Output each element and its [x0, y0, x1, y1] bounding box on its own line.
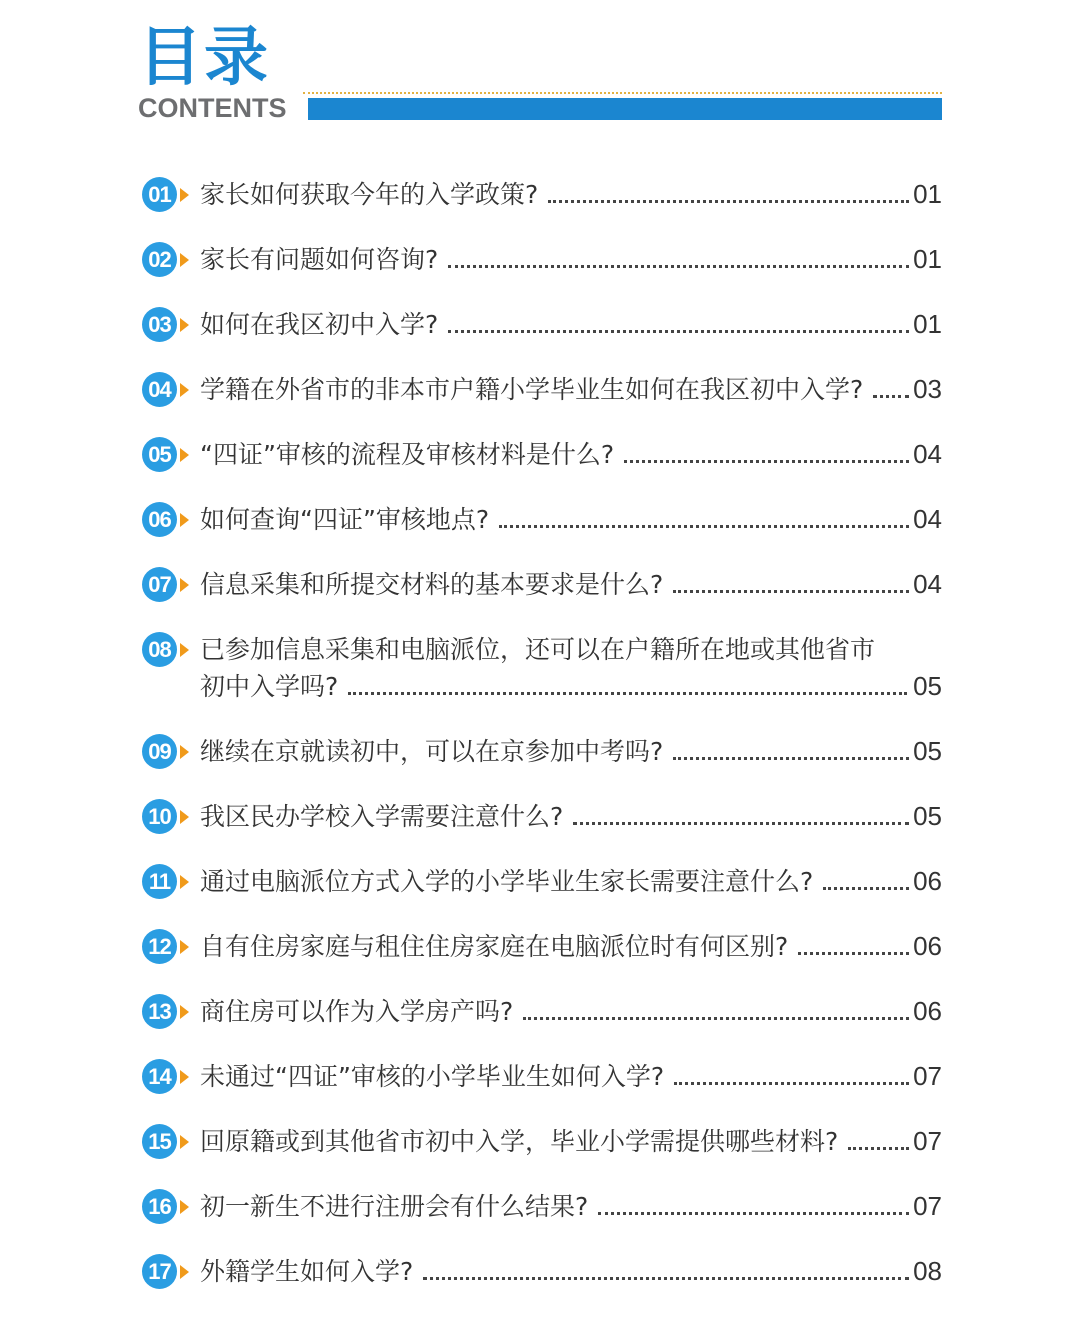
dot-leader — [348, 692, 907, 695]
toc-item-page: 07 — [913, 1126, 942, 1156]
number-badge: 09 — [142, 734, 177, 769]
number-badge: 08 — [142, 632, 177, 667]
arrow-icon — [180, 875, 189, 889]
dot-leader — [548, 200, 909, 203]
dot-leader — [873, 395, 909, 398]
toc-item[interactable] — [142, 241, 942, 278]
arrow-icon — [180, 253, 189, 267]
dot-leader — [674, 1082, 909, 1085]
dot-leader — [598, 1212, 909, 1215]
arrow-icon — [180, 513, 189, 527]
toc-item-title: 家长如何获取今年的入学政策? — [200, 180, 539, 209]
toc-marker — [142, 1188, 200, 1225]
toc-item-page: 01 — [913, 309, 942, 339]
toc-item[interactable] — [142, 436, 942, 473]
toc-marker — [142, 566, 200, 603]
toc-item-title: 如何查询“四证”审核地点? — [200, 505, 490, 534]
dot-leader — [798, 952, 909, 955]
toc-item-title: 信息采集和所提交材料的基本要求是什么? — [200, 570, 664, 599]
toc-item-title: 继续在京就读初中，可以在京参加中考吗? — [200, 737, 664, 766]
arrow-icon — [180, 578, 189, 592]
toc-item-title: 家长有问题如何咨询? — [200, 245, 439, 274]
toc-item-title: 自有住房家庭与租住住房家庭在电脑派位时有何区别? — [200, 932, 789, 961]
toc-item-page: 06 — [913, 866, 942, 896]
toc-item-page: 06 — [913, 996, 942, 1026]
toc-item[interactable] — [142, 501, 942, 538]
toc-marker — [142, 631, 200, 668]
dot-leader — [624, 460, 909, 463]
arrow-icon — [180, 810, 189, 824]
number-badge: 04 — [142, 372, 177, 407]
arrow-icon — [180, 448, 189, 462]
dot-leader — [448, 330, 909, 333]
toc-item-page: 07 — [913, 1061, 942, 1091]
toc-marker — [142, 1123, 200, 1160]
toc-marker — [142, 241, 200, 278]
number-badge: 13 — [142, 994, 177, 1029]
toc-marker — [142, 501, 200, 538]
dot-leader — [499, 525, 909, 528]
number-badge: 07 — [142, 567, 177, 602]
dot-leader — [523, 1017, 909, 1020]
number-badge: 11 — [142, 864, 177, 899]
toc-marker — [142, 436, 200, 473]
number-badge: 12 — [142, 929, 177, 964]
toc-marker — [142, 1253, 200, 1290]
toc-item-page: 04 — [913, 569, 942, 599]
toc-item-title: 我区民办学校入学需要注意什么? — [200, 802, 564, 831]
number-badge: 06 — [142, 502, 177, 537]
toc-item-title-line1: 已参加信息采集和电脑派位，还可以在户籍所在地或其他省市 — [200, 635, 876, 664]
toc-item-title: 未通过“四证”审核的小学毕业生如何入学? — [200, 1062, 665, 1091]
toc-item[interactable] — [142, 1188, 942, 1225]
toc-item-page: 07 — [913, 1191, 942, 1221]
toc-marker — [142, 1058, 200, 1095]
toc-item-page: 05 — [913, 671, 942, 701]
toc-marker — [142, 928, 200, 965]
toc-item-page: 05 — [913, 801, 942, 831]
dot-leader — [673, 590, 909, 593]
toc-item-page: 01 — [913, 244, 942, 274]
dot-leader — [823, 887, 909, 890]
toc-list — [142, 176, 942, 1318]
toc-item[interactable] — [142, 566, 942, 603]
number-badge: 15 — [142, 1124, 177, 1159]
toc-item[interactable] — [142, 863, 942, 900]
dot-leader — [448, 265, 909, 268]
toc-item[interactable] — [142, 371, 942, 408]
arrow-icon — [180, 1265, 189, 1279]
toc-item[interactable] — [142, 798, 942, 835]
arrow-icon — [180, 1135, 189, 1149]
toc-marker — [142, 863, 200, 900]
toc-item-page: 01 — [913, 179, 942, 209]
arrow-icon — [180, 188, 189, 202]
number-badge: 02 — [142, 242, 177, 277]
arrow-icon — [180, 1070, 189, 1084]
toc-item-title: 通过电脑派位方式入学的小学毕业生家长需要注意什么? — [200, 867, 814, 896]
toc-item-page: 04 — [913, 439, 942, 469]
toc-item-title: 学籍在外省市的非本市户籍小学毕业生如何在我区初中入学? — [200, 375, 864, 404]
toc-item[interactable] — [142, 631, 942, 705]
number-badge: 10 — [142, 799, 177, 834]
title-dotted-line — [303, 92, 942, 94]
arrow-icon — [180, 1005, 189, 1019]
arrow-icon — [180, 383, 189, 397]
number-badge: 17 — [142, 1254, 177, 1289]
toc-marker — [142, 798, 200, 835]
page-title: 目录 — [138, 21, 270, 95]
toc-item[interactable] — [142, 306, 942, 343]
page-subtitle: CONTENTS — [138, 93, 287, 123]
toc-marker — [142, 993, 200, 1030]
arrow-icon — [180, 643, 189, 657]
toc-item-title: 商住房可以作为入学房产吗? — [200, 997, 514, 1026]
toc-item-title: 外籍学生如何入学? — [200, 1257, 414, 1286]
title-accent-bar — [308, 98, 942, 120]
toc-marker — [142, 306, 200, 343]
toc-item-page: 06 — [913, 931, 942, 961]
arrow-icon — [180, 318, 189, 332]
toc-marker — [142, 176, 200, 213]
dot-leader — [673, 757, 909, 760]
arrow-icon — [180, 745, 189, 759]
toc-item[interactable] — [142, 1253, 942, 1290]
dot-leader — [848, 1147, 909, 1150]
toc-item-title-line2: 初中入学吗? — [200, 672, 339, 701]
toc-item[interactable] — [142, 733, 942, 770]
toc-item-title: 回原籍或到其他省市初中入学，毕业小学需提供哪些材料? — [200, 1127, 839, 1156]
toc-item[interactable] — [142, 176, 942, 213]
toc-item[interactable] — [142, 1058, 942, 1095]
arrow-icon — [180, 940, 189, 954]
toc-item-page: 04 — [913, 504, 942, 534]
number-badge: 03 — [142, 307, 177, 342]
toc-item-title: 如何在我区初中入学? — [200, 310, 439, 339]
toc-item[interactable] — [142, 993, 942, 1030]
toc-item-title: “四证”审核的流程及审核材料是什么? — [200, 440, 615, 469]
dot-leader — [423, 1277, 909, 1280]
toc-item-page: 08 — [913, 1256, 942, 1286]
toc-item-page: 05 — [913, 736, 942, 766]
arrow-icon — [180, 1200, 189, 1214]
toc-marker — [142, 371, 200, 408]
toc-marker — [142, 733, 200, 770]
toc-item[interactable] — [142, 928, 942, 965]
number-badge: 01 — [142, 177, 177, 212]
number-badge: 05 — [142, 437, 177, 472]
toc-item[interactable] — [142, 1123, 942, 1160]
toc-item-page: 03 — [913, 374, 942, 404]
toc-item-title: 初一新生不进行注册会有什么结果? — [200, 1192, 589, 1221]
page-header — [138, 20, 942, 130]
number-badge: 16 — [142, 1189, 177, 1224]
dot-leader — [573, 822, 909, 825]
number-badge: 14 — [142, 1059, 177, 1094]
